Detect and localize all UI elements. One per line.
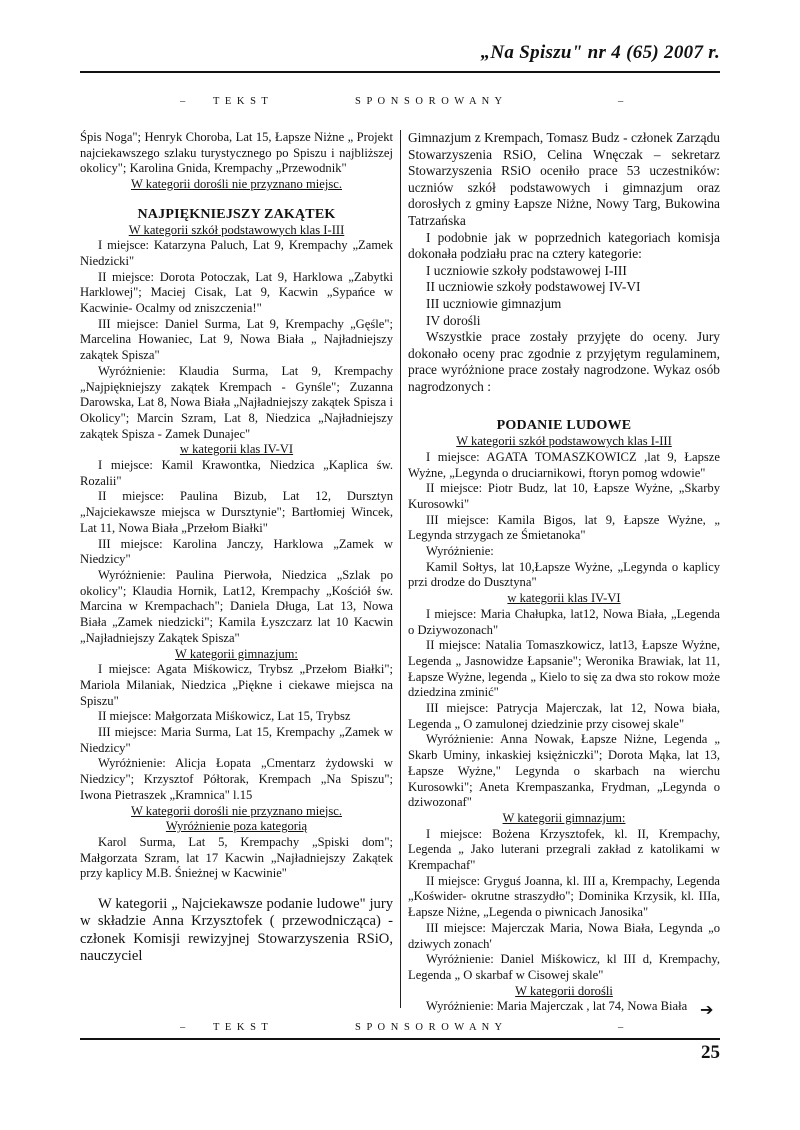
paragraph: I podobnie jak w poprzednich kategoriach komisja dokonała podziału prac na cztery kategorie: bbox=[408, 229, 720, 262]
sponsor-dash: – bbox=[180, 96, 187, 107]
paragraph: Kamil Sołtys, lat 10,Łapsze Wyżne, „Legynda o kaplicy przi drodze do Dusztyna" bbox=[408, 559, 720, 590]
column-divider bbox=[400, 130, 401, 1008]
paragraph: II miejsce: Małgorzata Miśkowicz, Lat 15, Trybsz bbox=[98, 709, 351, 724]
category-heading: W kategorii gimnazjum: bbox=[175, 646, 298, 661]
category-heading: W kategorii szkół podstawowych klas I-III bbox=[456, 434, 672, 449]
sponsor-word-sponsored: S P O N S O R O W A N Y bbox=[355, 96, 504, 107]
paragraph: Wyróżnienie: Anna Nowak, Łapsze Niżne, Legenda „ Skarb Uminy, inkaskiej księżniczki"; Dorota Mąka, lat 13, Łapsze Wyżne," Legynda o skarbach na wierchu Kurosowki"; Aneta Krempaszanka, Frydman, „Legynda o dziwozonaf" bbox=[408, 732, 720, 810]
paragraph: Wyróżnienie: Klaudia Surma, Lat 9, Krempachy „Najpiękniejszy zakątek Krempach - Gynśle"; Zuzanna Darowska, Lat 8, Nowa Biała „Najładniejszy zakątek Spisza i Okolicy"; Marcin Szram, Lat 8, Niedzica „Najładniejszy zakątek Spisza - Zamek Dunajec" bbox=[80, 363, 393, 441]
paragraph: Wyróżnienie: Alicja Łopata „Cmentarz żydowski w Niedzicy"; Krzysztof Półtorak, Krempach „Na Spiszu"; Iwona Pietraszek „Kramnica" l.15 bbox=[80, 756, 393, 802]
category-heading: W kategorii gimnazjum: bbox=[502, 810, 626, 825]
sponsor-dash: – bbox=[618, 96, 625, 107]
paragraph: I miejsce: Maria Chałupka, lat12, Nowa Biała, „Legenda o Dziywozonach" bbox=[408, 606, 720, 637]
page-header-title: „Na Spiszu" nr 4 (65) 2007 r. bbox=[480, 42, 720, 63]
right-column bbox=[408, 130, 720, 1015]
category-heading: w kategorii klas IV-VI bbox=[179, 442, 294, 457]
list-item: IV dorośli bbox=[426, 312, 481, 328]
paragraph: Wyróżnienie: Paulina Pierwoła, Niedzica „Szlak po okolicy"; Klaudia Hornik, Lat12, Krempachy „Kościół św. Marcina w Krempachach"; Daniela Długa, Lat 13, Nowa Biała „Zamek niedzicki"; Kamila Łyszczarz lat 10 Kacwin „Najładniejszy Zakątek Spisza" bbox=[80, 567, 393, 645]
paragraph: Wyróżnienie: Maria Majerczak , lat 74, Nowa Biała bbox=[426, 999, 688, 1014]
paragraph: II miejsce: Gryguś Joanna, kl. III a, Krempachy, Legenda „Koświder- okrutne straszydło"; Dominika Krzysik, kl. IIIa, Łapsze Niżne, „Legenda o piwnicach Janosika" bbox=[408, 873, 720, 920]
paragraph: II miejsce: Dorota Potoczak, Lat 9, Harklowa „Zabytki Harklowej"; Maciej Cisak, Lat 9, Kacwin „Sypańce w Kacwinie- Ocalmy od zniszczenia!" bbox=[80, 269, 393, 316]
paragraph: W kategorii „ Najciekawsze podanie ludowe" jury w składzie Anna Krzysztofek ( przewodnicząca) - członek Komisji rewizyjnej Stowarzyszenia RSiO, nauczyciel bbox=[80, 896, 393, 965]
paragraph: Gimnazjum z Krempach, Tomasz Budz - członek Zarządu Stowarzyszenia RSiO, Celina Wnęczak – sekretarz Stowarzyszenia RSiO oceniło prace 53 uczestników: uczniów szkół podstawowych i gimnazjum oraz dorosłych z gminy Łapsze Niżne, Nowy Targ, Bukowina Tatrzańska bbox=[408, 130, 720, 228]
paragraph: Wyróżnienie: bbox=[426, 544, 494, 559]
paragraph: I miejsce: Katarzyna Paluch, Lat 9, Krempachy „Zamek Niedzicki" bbox=[80, 238, 393, 268]
paragraph: I miejsce: Agata Miśkowicz, Trybsz „Przełom Białki"; Mariola Milaniak, Niedzica „Piękne i ciekawe miejsca na Spiszu" bbox=[80, 662, 393, 708]
paragraph: II miejsce: Piotr Budz, lat 10, Łapsze Wyżne, „Skarby Kurosowki" bbox=[408, 481, 720, 511]
arrow-right-icon: ➔ bbox=[700, 1002, 714, 1019]
paragraph: III miejsce: Patrycja Majerczak, lat 12, Nowa biała, Legenda „ O zamulonej dziedzinie przy cisowej skale" bbox=[408, 701, 720, 731]
page-number: 25 bbox=[701, 1042, 720, 1063]
category-heading: w kategorii klas IV-VI bbox=[507, 591, 621, 606]
sponsor-word-text: T E K S T bbox=[213, 96, 270, 107]
category-heading: W kategorii szkół podstawowych klas I-III bbox=[128, 222, 345, 237]
left-column bbox=[80, 130, 393, 966]
list-item: III uczniowie gimnazjum bbox=[426, 295, 562, 311]
results-block bbox=[408, 434, 720, 1015]
footer-rule bbox=[80, 1038, 720, 1040]
paragraph: I miejsce: Bożena Krzysztofek, kl. II, Krempachy, Legenda „ Jako luterani przegrali zakład z katolikami w Krempachaf" bbox=[408, 826, 720, 873]
paragraph: Karol Surma, Lat 5, Krempachy „Spiski dom"; Małgorzata Szram, lat 17 Kacwin „Najładniejszy Zakątek przy kaplicy M.B. Śnieżnej w Kacwinie" bbox=[80, 834, 393, 881]
paragraph: I miejsce: Kamil Krawontka, Niedzica „Kaplica św. Rozalii" bbox=[80, 458, 393, 488]
paragraph: Wyróżnienie: Daniel Miśkowicz, kl III d, Krempachy, Legenda „ O skarbaf w Cisowej skale" bbox=[408, 952, 720, 982]
category-list bbox=[408, 263, 720, 329]
sponsor-dash: – bbox=[180, 1022, 187, 1033]
list-item: I uczniowie szkoły podstawowej I-III bbox=[426, 262, 627, 278]
category-heading: W kategorii dorośli nie przyznano miejsc. bbox=[130, 803, 342, 818]
sponsor-word-text: T E K S T bbox=[213, 1022, 270, 1033]
list-item: II uczniowie szkoły podstawowej IV-VI bbox=[426, 279, 641, 295]
sponsor-dash: – bbox=[618, 1022, 625, 1033]
paragraph: Śpis Noga"; Henryk Choroba, Lat 15, Łapsze Niżne „ Projekt najciekawszego szlaku turystycznego po Spiszu i najbliższej okolicy"; Karolina Gnida, Krempachy „Przewodnik" bbox=[80, 130, 393, 176]
category-heading: W kategorii dorośli nie przyznano miejsc. bbox=[130, 177, 342, 192]
paragraph: Wszystkie prace zostały przyjęte do oceny. Jury dokonało oceny prac zgodnie z przyjętym regulaminem, prace wyróżnione prace zostały nagrodzone. Wykaz osób nagrodzonych : bbox=[408, 329, 720, 394]
paragraph: III miejsce: Daniel Surma, Lat 9, Krempachy „Gęśle"; Marcelina Howaniec, Lat 9, Nowa Biała „ Najładniejszy zakątek Spisza" bbox=[80, 316, 393, 363]
paragraph: III miejsce: Karolina Janczy, Harklowa „Zamek w Niedzicy" bbox=[80, 536, 393, 567]
paragraph: II miejsce: Natalia Tomaszkowicz, lat13, Łapsze Wyżne, Legenda „ Jasnowidze Łapsanie"; Weronika Brawiak, lat 11, Łapsze Wyżne, legenda „ Kielo to się za dwa sto rokow może dziedzina zminić" bbox=[408, 638, 720, 700]
category-heading: Wyróżnienie poza kategorią bbox=[165, 819, 308, 834]
category-heading: W kategorii dorośli bbox=[515, 983, 613, 998]
header-rule bbox=[80, 71, 720, 73]
paragraph: III miejsce: Kamila Bigos, lat 9, Łapsze Wyżne, „ Legynda strzygach ze Śmietanoka" bbox=[408, 512, 720, 543]
section-heading: PODANIE LUDOWE bbox=[496, 417, 632, 433]
paragraph: III miejsce: Maria Surma, Lat 15, Krempachy „Zamek w Niedzicy" bbox=[80, 725, 393, 755]
sponsor-word-sponsored: S P O N S O R O W A N Y bbox=[355, 1022, 504, 1033]
paragraph: III miejsce: Majerczak Maria, Nowa Biała, Legynda „o dziwych zonach' bbox=[408, 920, 720, 951]
section-heading: NAJPIĘKNIEJSZY ZAKĄTEK bbox=[137, 206, 336, 222]
paragraph: I miejsce: AGATA TOMASZKOWICZ ,lat 9, Łapsze Wyżne, „Legynda o druciarnikowi, ftoryn pomog wdowie" bbox=[408, 449, 720, 480]
paragraph: II miejsce: Paulina Bizub, Lat 12, Dursztyn „Najciekawsze miejsca w Dursztynie"; Bartłomiej Wincek, Lat 11, Nowa Biała „Przełom Białki" bbox=[80, 489, 393, 535]
